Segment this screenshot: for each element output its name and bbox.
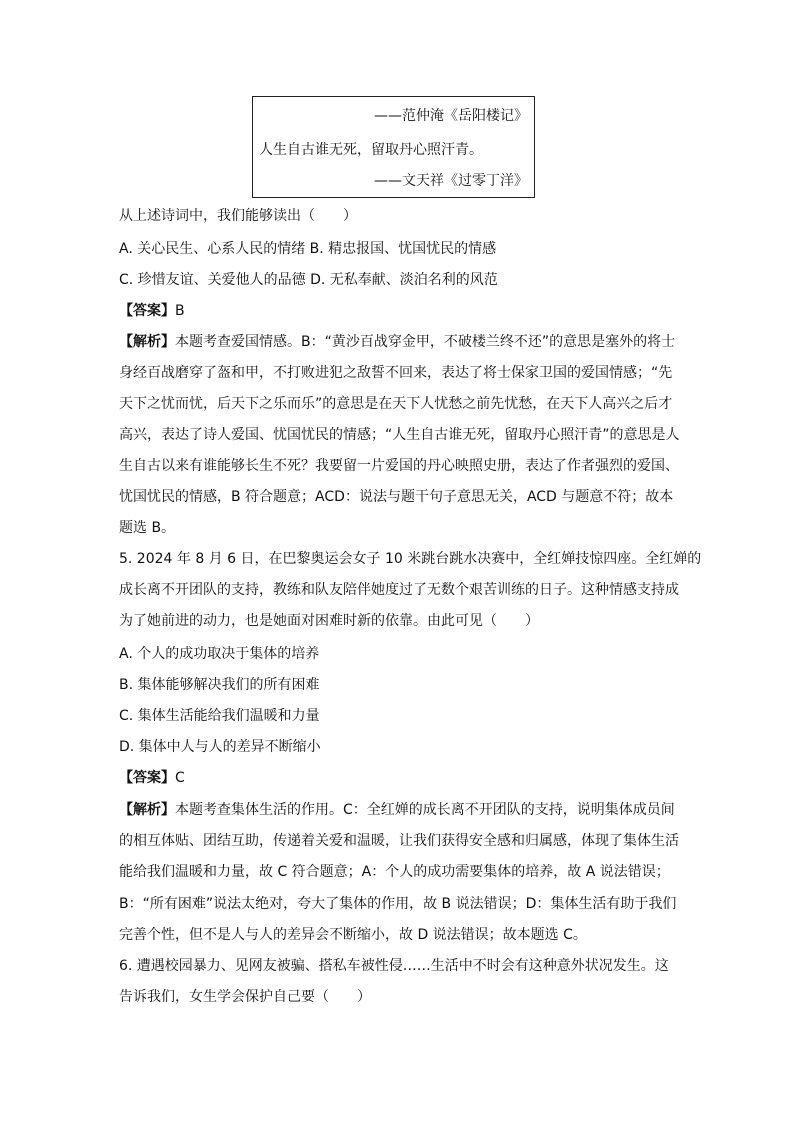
q4-analysis-line: 生自古以来有谁能够长生不死？我要留一片爱国的丹心映照史册，表达了作者强烈的爱国、 (119, 458, 679, 474)
quote-attribution-1: ——范仲淹《岳阳楼记》 (374, 108, 528, 124)
answer-label: 【答案】 (119, 303, 175, 319)
q5-option-c: C. 集体生活能给我们温暖和力量 (119, 708, 320, 724)
poem-quote-box (252, 96, 535, 198)
q5-analysis-line: 完善个性，但不是人与人的差异会不断缩小，故 D 说法错误；故本题选 C。 (119, 927, 587, 943)
q6-stem-line: 告诉我们，女生学会保护自己要（ ） (119, 989, 371, 1005)
q4-options-row-2: C. 珍惜友谊、关爱他人的品德 D. 无私奉献、淡泊名利的风范 (119, 272, 498, 288)
q4-answer (119, 301, 185, 321)
q4-options-row-1: A. 关心民生、心系人民的情绪 B. 精忠报国、忧国忧民的情感 (119, 241, 497, 257)
quote-attribution-2: ——文天祥《过零丁洋》 (374, 173, 528, 189)
q4-analysis-line: 高兴，表达了诗人爱国、忧国忧民的情感；“人生自古谁无死，留取丹心照汗青”的意思是人 (119, 427, 680, 443)
q5-analysis-line: B：“所有困难”说法太绝对，夸大了集体的作用，故 B 说法错误；D：集体生活有助于我们 (119, 896, 677, 912)
q5-stem-line: 成长离不开团队的支持，教练和队友陪伴她度过了无数个艰苦训练的日子。这种情感支持成 (119, 582, 679, 598)
answer-value: C (175, 770, 185, 786)
q5-analysis-line: 能给我们温暖和力量，故 C 符合题意；A：个人的成功需要集体的培养，故 A 说法错误； (119, 864, 670, 880)
q5-analysis-line: 的相互体贴、团结互助，传递着关爱和温暖，让我们获得安全感和归属感，体现了集体生活 (119, 833, 679, 849)
q4-analysis-line: 题选 B。 (119, 520, 176, 536)
answer-label: 【答案】 (119, 770, 175, 786)
analysis-label: 【解析】 (119, 802, 175, 818)
q5-stem-line: 5. 2024 年 8 月 6 日，在巴黎奥运会女子 10 米跳台跳水决赛中，全红婵技惊四座。全红婵的 (119, 551, 702, 567)
q5-option-d: D. 集体中人与人的差异不断缩小 (119, 739, 321, 755)
q4-stem: 从上述诗词中，我们能够读出（ ） (119, 208, 357, 224)
q4-analysis-line (119, 332, 675, 352)
q4-analysis-line: 天下之忧而忧，后天下之乐而乐”的意思是在天下人忧愁之前先忧愁，在天下人高兴之后才 (119, 396, 673, 412)
q5-answer (119, 768, 185, 788)
quote-verse: 人生自古谁无死，留取丹心照汗青。 (259, 142, 483, 158)
q5-option-a: A. 个人的成功取决于集体的培养 (119, 646, 320, 662)
q5-stem-line: 为了她前进的动力，也是她面对困难时新的依靠。由此可见（ ） (119, 613, 539, 629)
q5-analysis-line (119, 800, 675, 820)
analysis-label: 【解析】 (119, 334, 175, 350)
analysis-text: 本题考查爱国情感。B：“黄沙百战穿金甲，不破楼兰终不还”的意思是塞外的将士 (175, 334, 676, 350)
q5-option-b: B. 集体能够解决我们的所有困难 (119, 677, 320, 693)
answer-value: B (175, 303, 185, 319)
q6-stem-line: 6. 遭遇校园暴力、见网友被骗、搭私车被性侵……生活中不时会有这种意外状况发生。这 (119, 958, 669, 974)
analysis-text: 本题考查集体生活的作用。C：全红婵的成长离不开团队的支持，说明集体成员间 (175, 802, 675, 818)
q4-analysis-line: 身经百战磨穿了盔和甲，不打败进犯之敌誓不回来，表达了将士保家卫国的爱国情感；“先 (119, 365, 673, 381)
q4-analysis-line: 忧国忧民的情感，B 符合题意；ACD：说法与题干句子意思无关，ACD 与题意不符；故本 (119, 489, 674, 505)
